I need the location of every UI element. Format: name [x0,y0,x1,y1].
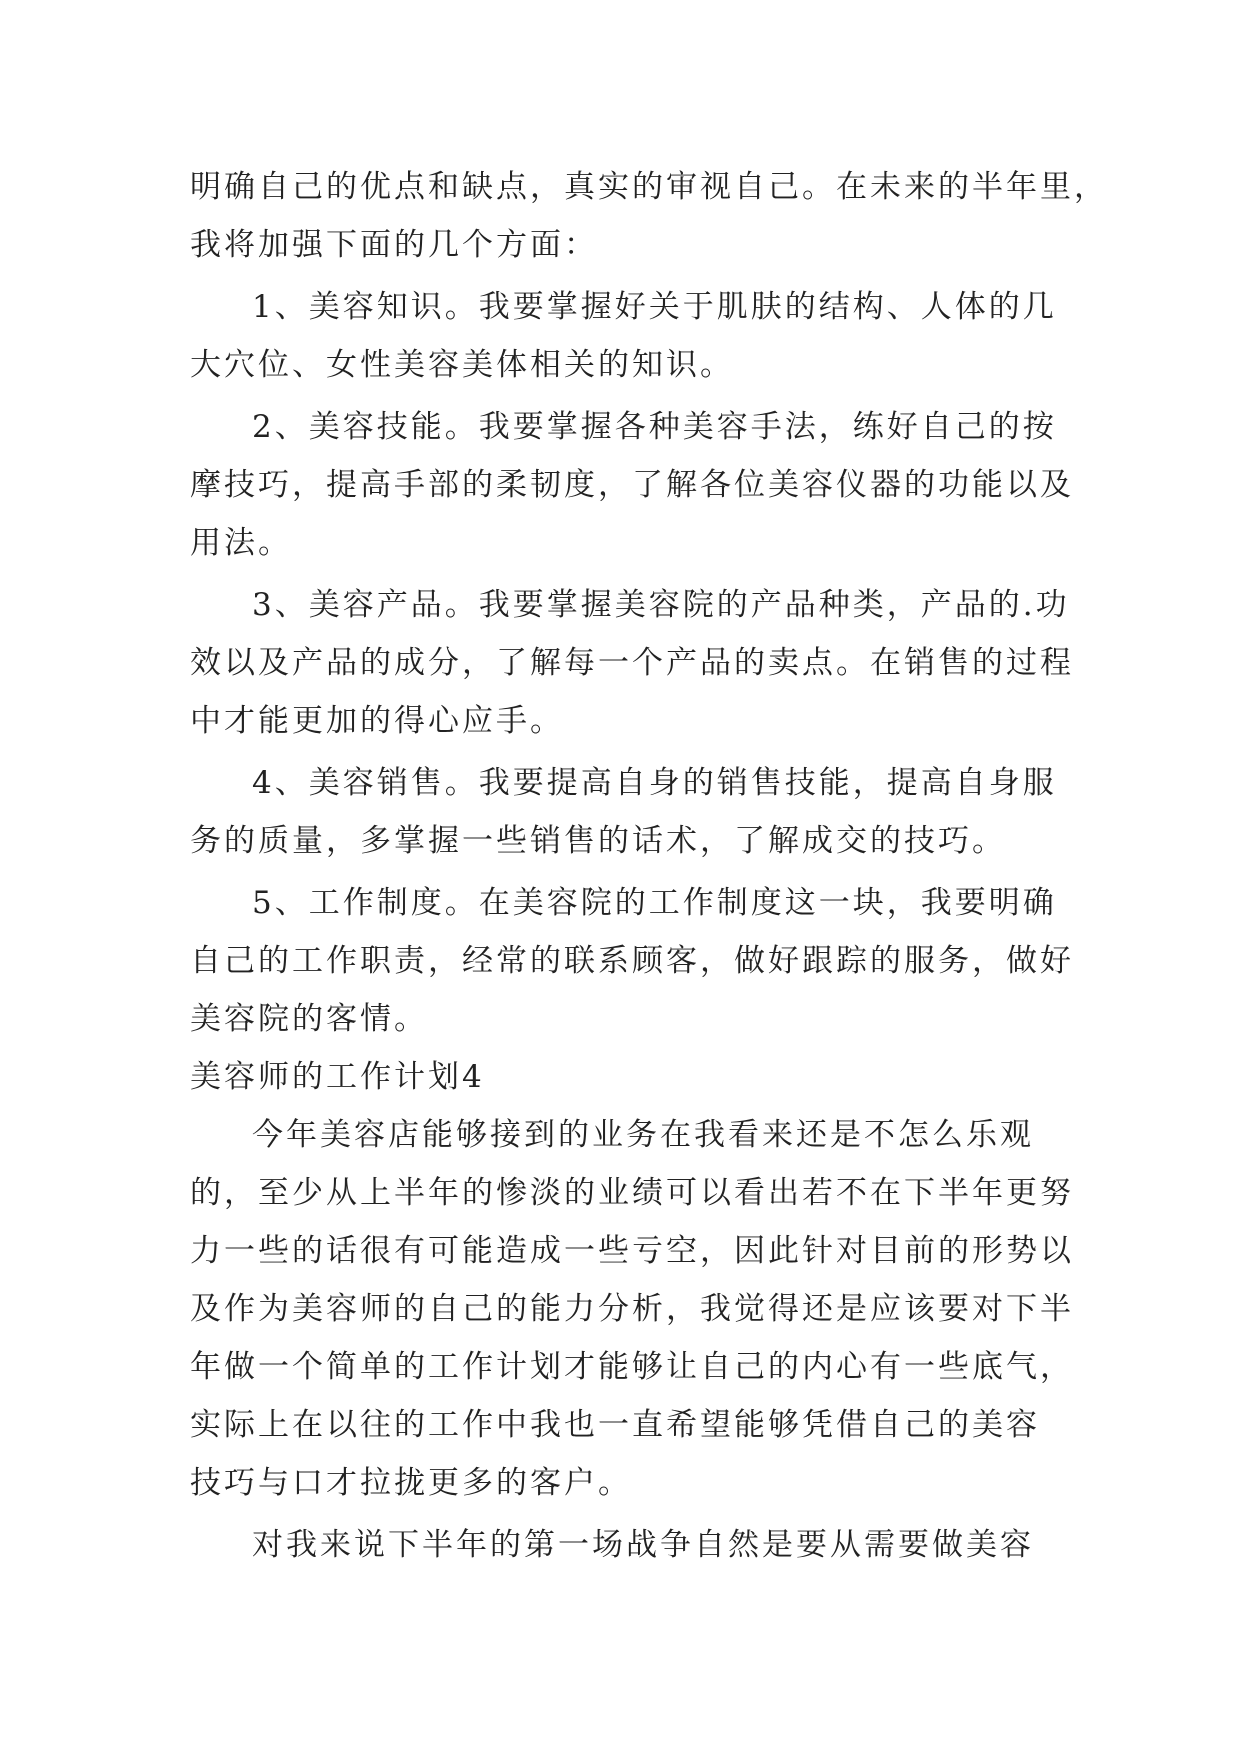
list-item-3-line: 中才能更加的得心应手。 [190,703,564,739]
list-item-2-line: 2、美容技能。我要掌握各种美容手法，练好自己的按 [252,409,1057,445]
paragraph-line: 明确自己的优点和缺点，真实的审视自己。在未来的半年里， [190,169,1108,205]
list-item-5-line: 美容院的客情。 [190,1001,428,1037]
paragraph-line: 对我来说下半年的第一场战争自然是要从需要做美容 [252,1527,1034,1563]
list-item-2-line: 用法。 [190,525,292,561]
document-body [190,158,1108,1574]
paragraph-line: 的，至少从上半年的惨淡的业绩可以看出若不在下半年更努 [190,1175,1074,1211]
paragraph-line: 力一些的话很有可能造成一些亏空，因此针对目前的形势以 [190,1233,1074,1269]
paragraph-line: 及作为美容师的自己的能力分析，我觉得还是应该要对下半 [190,1291,1074,1327]
list-item-3-line: 效以及产品的成分，了解每一个产品的卖点。在销售的过程 [190,645,1074,681]
section-heading: 美容师的工作计划4 [190,1059,485,1095]
list-item-5-line: 自己的工作职责，经常的联系顾客，做好跟踪的服务，做好 [190,943,1074,979]
list-item-5-line: 5、工作制度。在美容院的工作制度这一块，我要明确 [252,885,1057,921]
paragraph-line: 年做一个简单的工作计划才能够让自己的内心有一些底气， [190,1349,1074,1385]
list-item-2-line: 摩技巧，提高手部的柔韧度，了解各位美容仪器的功能以及 [190,467,1074,503]
list-item-1-line: 大穴位、女性美容美体相关的知识。 [190,347,734,383]
paragraph-line: 我将加强下面的几个方面： [190,227,598,263]
paragraph-line: 今年美容店能够接到的业务在我看来还是不怎么乐观 [252,1117,1034,1153]
list-item-4-line: 务的质量，多掌握一些销售的话术，了解成交的技巧。 [190,823,1006,859]
list-item-4-line: 4、美容销售。我要提高自身的销售技能，提高自身服 [252,765,1057,801]
paragraph-line: 实际上在以往的工作中我也一直希望能够凭借自己的美容 [190,1407,1040,1443]
list-item-3-line: 3、美容产品。我要掌握美容院的产品种类，产品的.功 [252,587,1070,623]
list-item-1-line: 1、美容知识。我要掌握好关于肌肤的结构、人体的几 [252,289,1057,325]
paragraph-line: 技巧与口才拉拢更多的客户。 [190,1465,632,1501]
